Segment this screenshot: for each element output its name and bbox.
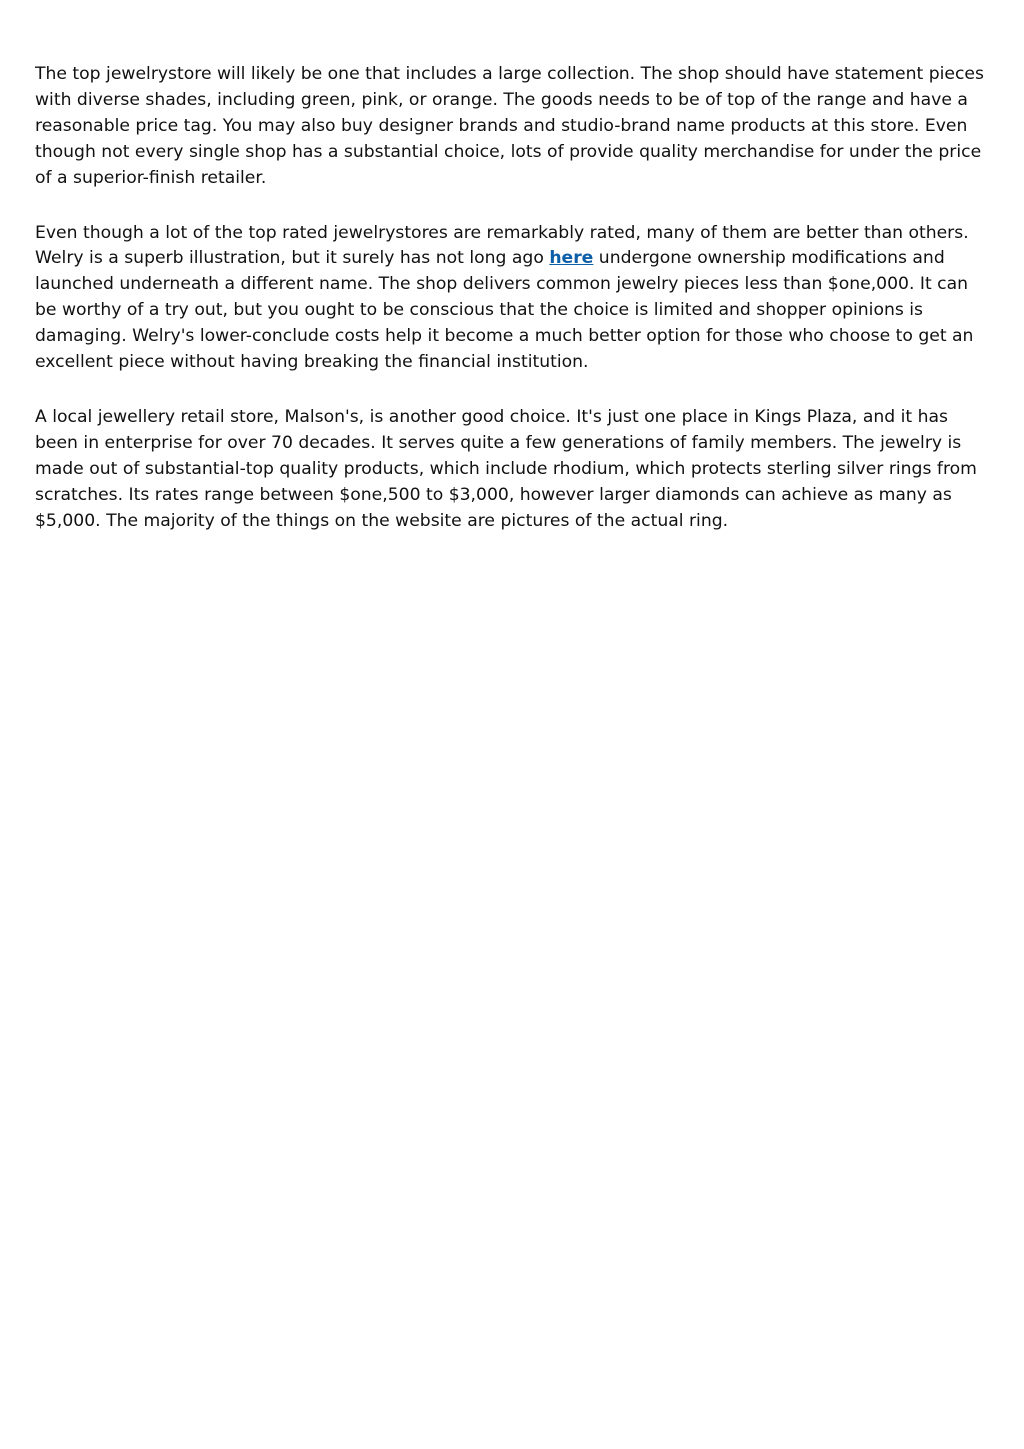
here-link[interactable]: here xyxy=(549,248,594,269)
paragraph-3: A local jewellery retail store, Malson's, is another good choice. It's just one place in Kings Plaza, and it has been in enterprise for over 70 decades. It serves quite a few generations of family members. The jewelry is made out of substantial-top quality products, which include rhodium, which protects sterling silver rings from scratches. Its rates range between $one,500 to $3,000, however larger diamonds can achieve as many as $5,000. The majority of the things on the website are pictures of the actual ring. xyxy=(35,406,977,531)
paragraph-1: The top jewelrystore will likely be one that includes a large collection. The shop should have statement pieces with diverse shades, including green, pink, or orange. The goods needs to be of top of the range and have a reasonable price tag. You may also buy designer brands and studio-brand name products at this store. Even though not every single shop has a substantial choice, lots of provide quality merchandise for under the price of a superior-finish retailer. xyxy=(35,64,984,188)
paragraph-2-text-before-link: Even though a lot of the top rated jewelrystores are remarkably rated, many of them are better than others. Welry is a superb illustration, but it surely has not long ago xyxy=(35,222,969,269)
article-body xyxy=(35,62,993,564)
paragraph-2-text-after-link: undergone ownership modifications and launched underneath a different name. The shop delivers common jewelry pieces less than $one,000. It can be worthy of a try out, but you ought to be conscious that the choice is limited and shopper opinions is damaging. Welry's lower-conclude costs help it become a much better option for those who choose to get an excellent piece without having breaking the financial institution. xyxy=(35,248,974,373)
paragraph-2 xyxy=(35,221,993,376)
